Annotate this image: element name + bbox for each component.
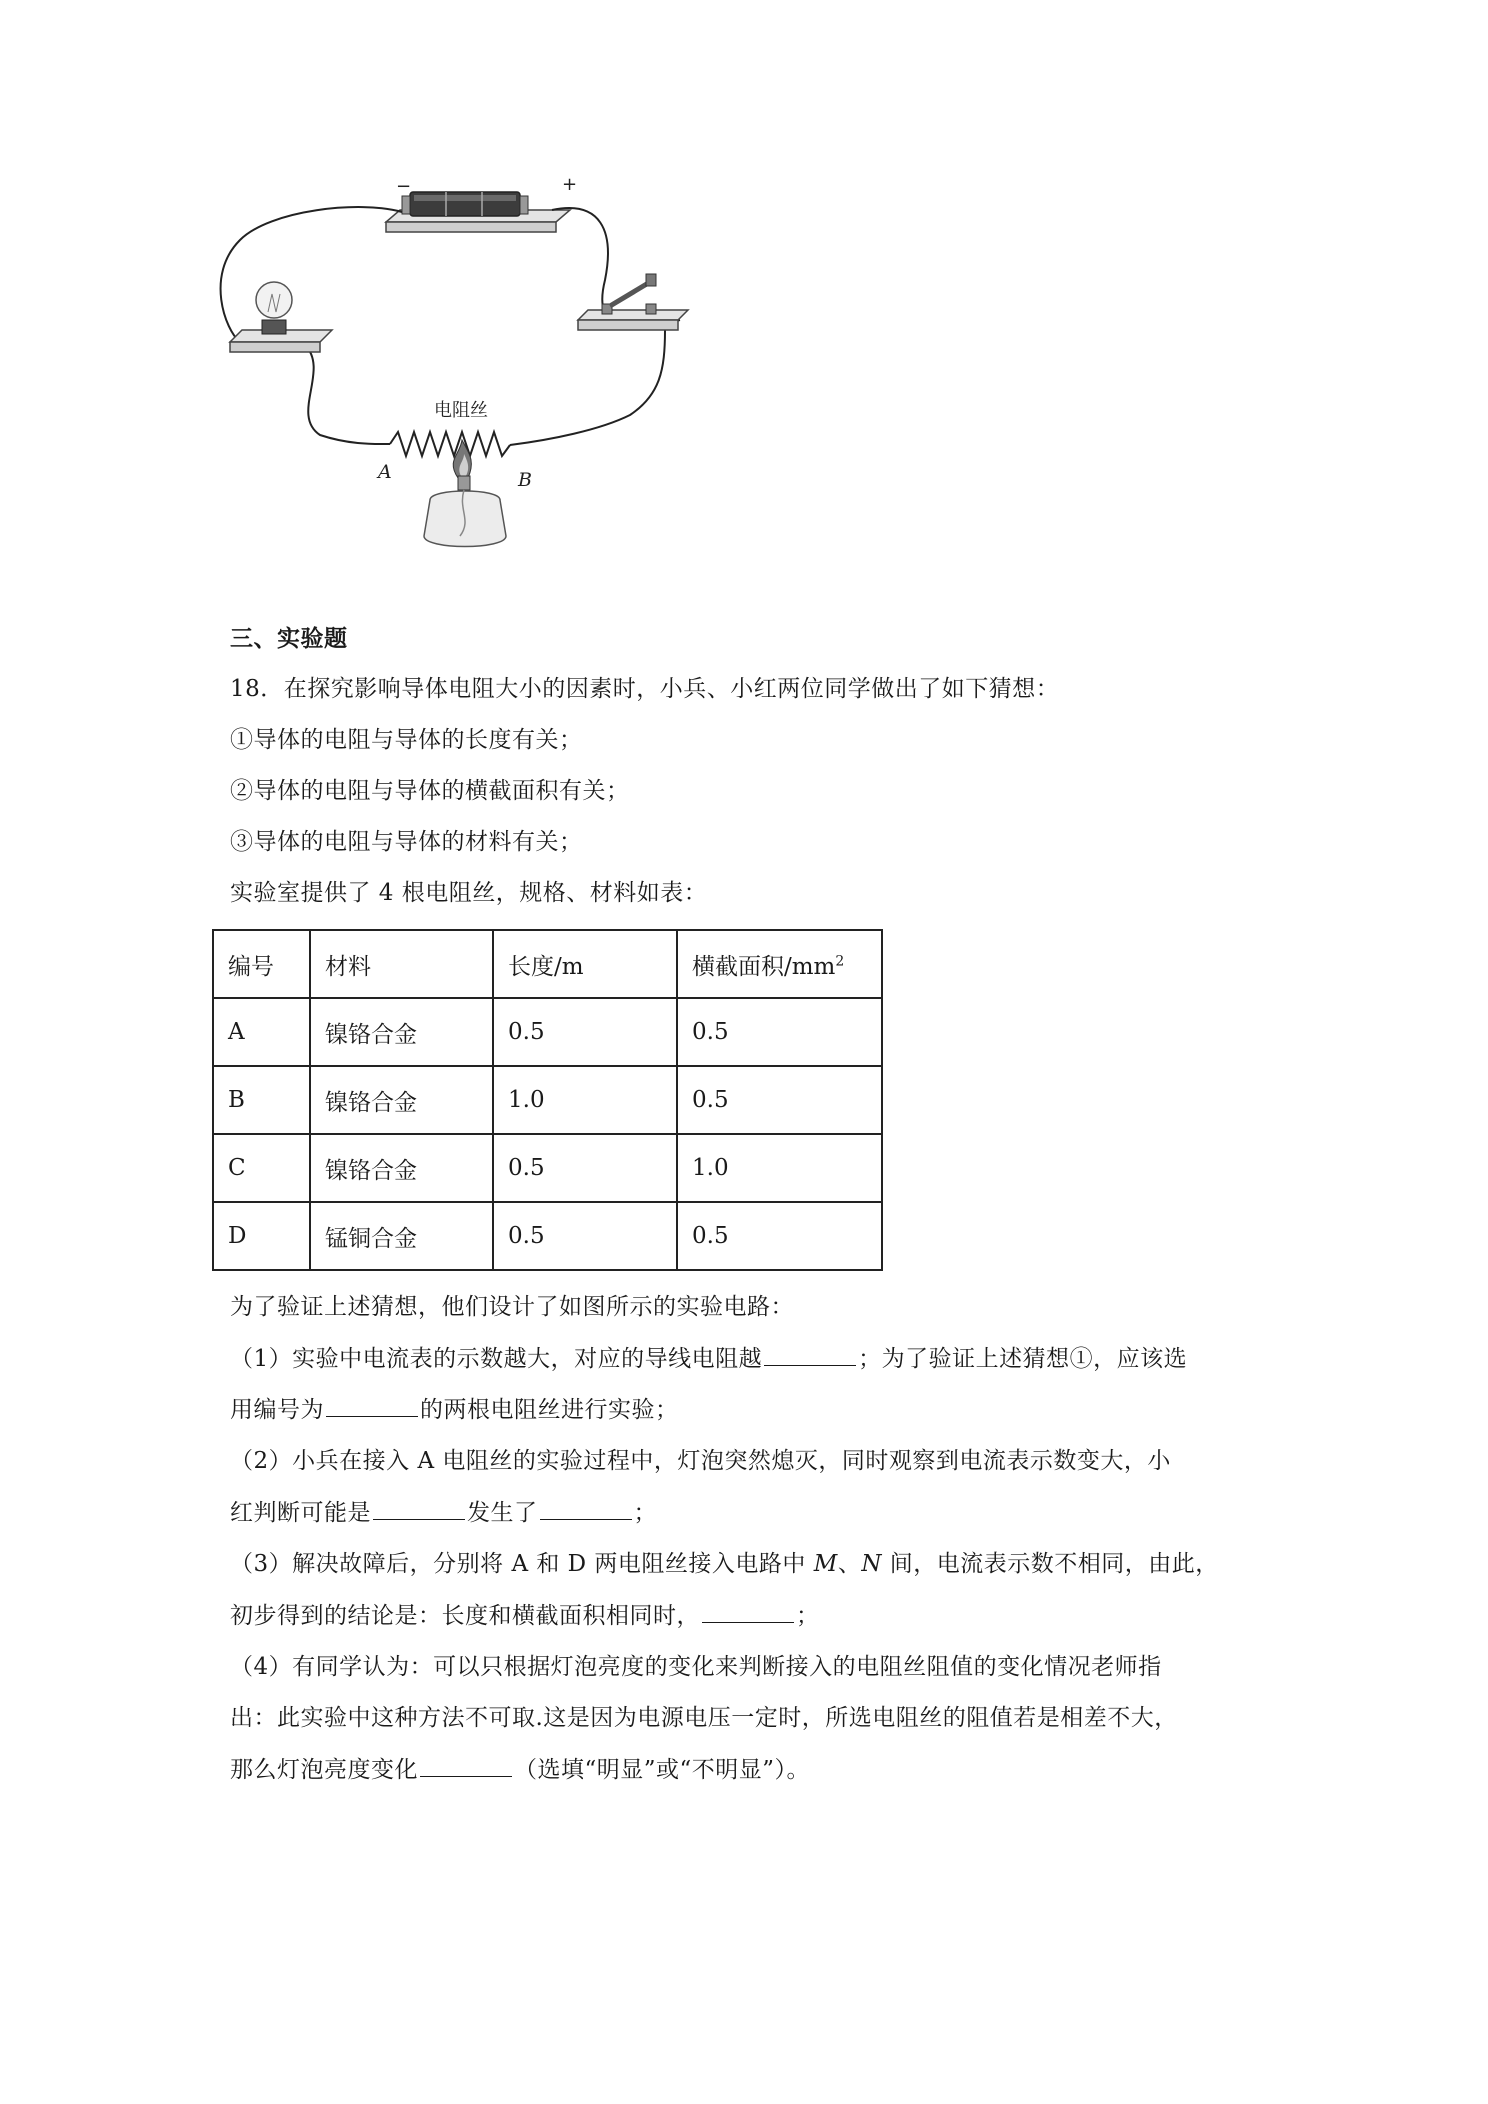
part-4-text-d: （选填“明显”或“不明显”）。 xyxy=(514,1757,811,1783)
part-4-text-c: 那么灯泡亮度变化 xyxy=(230,1757,418,1783)
part-1-text-c: 用编号为 xyxy=(230,1397,324,1423)
table-row xyxy=(213,998,882,1066)
table-cell: B xyxy=(213,1066,310,1134)
part-3-text-b: 间，电流表示数不相同，由此， xyxy=(881,1551,1219,1577)
battery-minus-label: − xyxy=(396,176,412,197)
switch-icon xyxy=(578,274,688,330)
point-m-label: M xyxy=(813,1551,838,1577)
design-note: 为了验证上述猜想，他们设计了如图所示的实验电路： xyxy=(230,1294,794,1320)
part-1-line-1 xyxy=(230,1343,1187,1374)
table-row xyxy=(213,1066,882,1134)
table-cell: C xyxy=(213,1134,310,1202)
table-cell: 镍铬合金 xyxy=(310,1134,493,1202)
part-1-text-d: 的两根电阻丝进行实验； xyxy=(420,1397,679,1423)
guess-3: ③导体的电阻与导体的材料有关； xyxy=(230,829,583,855)
part-3-separator: 、 xyxy=(837,1551,862,1577)
point-a-label: A xyxy=(378,461,392,483)
table-row xyxy=(213,1202,882,1270)
table-cell: 0.5 xyxy=(677,1202,882,1270)
header-material: 材料 xyxy=(310,930,493,998)
table-cell: 0.5 xyxy=(493,998,677,1066)
table-cell: 镍铬合金 xyxy=(310,1066,493,1134)
header-area xyxy=(677,930,882,998)
part-1-line-2 xyxy=(230,1394,679,1425)
table-cell: 0.5 xyxy=(493,1202,677,1270)
question-intro: 18．在探究影响导体电阻大小的因素时，小兵、小红两位同学做出了如下猜想： xyxy=(230,676,1060,702)
answer-blank-brightness[interactable] xyxy=(420,1754,512,1777)
table-header-row xyxy=(213,930,882,998)
bulb-icon xyxy=(230,282,332,352)
answer-blank-wire-ids[interactable] xyxy=(326,1394,418,1417)
table-cell: 镍铬合金 xyxy=(310,998,493,1066)
part-3-line-1 xyxy=(230,1549,1219,1579)
part-2-line-2 xyxy=(230,1497,657,1528)
part-4-line-2: 出：此实验中这种方法不可取.这是因为电源电压一定时，所选电阻丝的阻值若是相差不大， xyxy=(230,1705,1178,1731)
part-2-text-b: 红判断可能是 xyxy=(230,1500,371,1526)
circuit-figure xyxy=(210,170,770,610)
answer-blank-component[interactable] xyxy=(373,1497,465,1520)
header-area-exponent: 2 xyxy=(835,952,845,969)
lab-note: 实验室提供了 4 根电阻丝，规格、材料如表： xyxy=(230,880,708,906)
part-2-text-c: 发生了 xyxy=(467,1500,538,1526)
section-heading: 三、实验题 xyxy=(230,626,348,652)
answer-blank-fault[interactable] xyxy=(540,1497,632,1520)
guess-1: ①导体的电阻与导体的长度有关； xyxy=(230,727,583,753)
resistance-wire-label: 电阻丝 xyxy=(434,400,488,421)
battery-icon xyxy=(386,192,570,232)
header-length: 长度/m xyxy=(493,930,677,998)
part-2-text-d: ； xyxy=(633,1500,657,1526)
part-4-line-3 xyxy=(230,1754,810,1785)
part-1-text-a: （1）实验中电流表的示数越大，对应的导线电阻越 xyxy=(230,1346,763,1372)
header-area-text: 横截面积/mm xyxy=(692,953,836,980)
header-id: 编号 xyxy=(213,930,310,998)
part-3-text-a: （3）解决故障后，分别将 A 和 D 两电阻丝接入电路中 xyxy=(230,1551,814,1577)
table-cell: 0.5 xyxy=(493,1134,677,1202)
resistance-wire-table xyxy=(212,929,883,1271)
point-n-label: N xyxy=(861,1551,882,1577)
table-cell: 1.0 xyxy=(493,1066,677,1134)
resistance-wire-icon xyxy=(390,432,510,456)
table-cell: 1.0 xyxy=(677,1134,882,1202)
answer-blank-resistance[interactable] xyxy=(764,1343,856,1366)
answer-blank-conclusion[interactable] xyxy=(702,1600,794,1623)
guess-2: ②导体的电阻与导体的横截面积有关； xyxy=(230,778,630,804)
table-cell: 锰铜合金 xyxy=(310,1202,493,1270)
table-row xyxy=(213,1134,882,1202)
part-4-line-1: （4）有同学认为：可以只根据灯泡亮度的变化来判断接入的电阻丝阻值的变化情况老师指 xyxy=(230,1654,1162,1680)
part-3-line-2 xyxy=(230,1600,820,1631)
battery-plus-label: + xyxy=(562,174,578,195)
point-b-label: B xyxy=(518,469,532,491)
table-cell: A xyxy=(213,998,310,1066)
part-3-text-c: 初步得到的结论是：长度和横截面积相同时， xyxy=(230,1603,700,1629)
table-cell: 0.5 xyxy=(677,1066,882,1134)
alcohol-lamp-icon xyxy=(424,440,506,547)
part-3-text-d: ； xyxy=(796,1603,820,1629)
part-1-text-b: ；为了验证上述猜想①，应该选 xyxy=(858,1346,1188,1372)
part-2-line-1: （2）小兵在接入 A 电阻丝的实验过程中，灯泡突然熄灭，同时观察到电流表示数变大，小 xyxy=(230,1448,1171,1474)
table-cell: D xyxy=(213,1202,310,1270)
circuit-diagram xyxy=(210,170,770,610)
table-cell: 0.5 xyxy=(677,998,882,1066)
